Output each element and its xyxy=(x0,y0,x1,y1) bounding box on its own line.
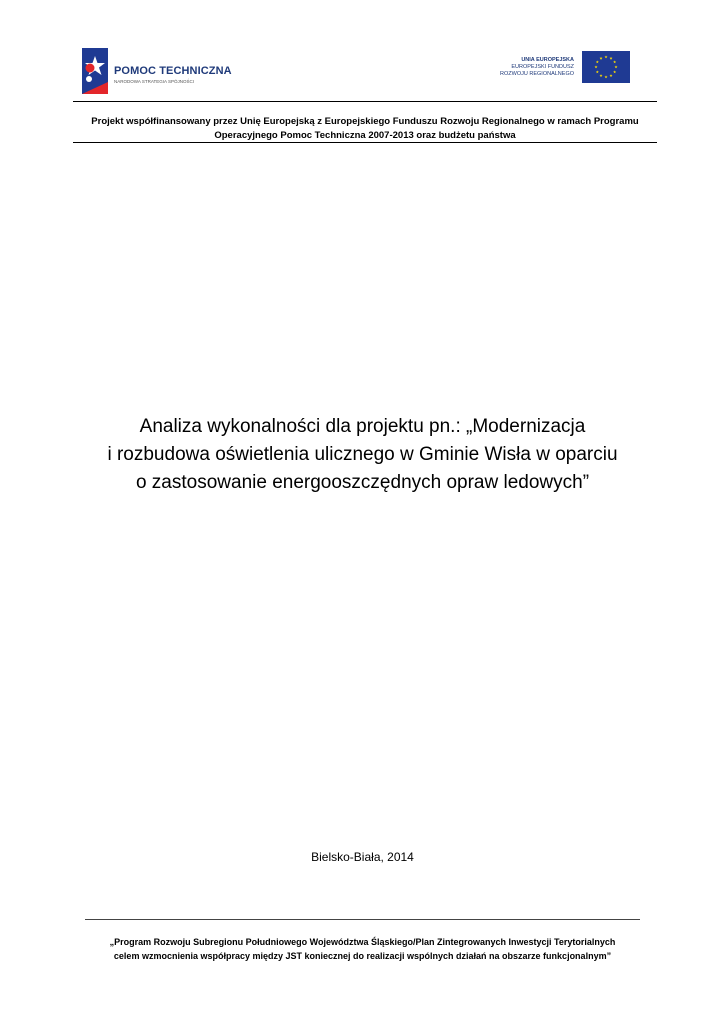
pomoc-techniczna-logo xyxy=(80,46,250,96)
eu-logo-line3: ROZWOJU REGIONALNEGO xyxy=(500,71,574,77)
program-footer xyxy=(60,935,665,963)
header-rule-bottom xyxy=(73,142,657,143)
footer-line1: „Program Rozwoju Subregionu Południowego Województwa Śląskiego/Plan Zintegrowanych Inwestycji Terytorialnych xyxy=(109,937,616,947)
footer-rule xyxy=(85,919,640,920)
national-cohesion-strategy-logo-icon xyxy=(80,46,110,96)
eu-logo-line1: UNIA EUROPEJSKA xyxy=(521,57,574,63)
eu-logo-text xyxy=(500,57,574,78)
document-title-line2: i rozbudowa oświetlenia ulicznego w Gminie Wisła w oparciu xyxy=(107,444,618,465)
document-title-line1: Analiza wykonalności dla projektu pn.: „Modernizacja xyxy=(139,416,586,437)
logo-left-subtitle: NARODOWA STRATEGIA SPÓJNOŚCI xyxy=(114,79,195,84)
eu-logo xyxy=(470,51,630,83)
place-and-date: Bielsko-Biała, 2014 xyxy=(311,850,414,864)
header-rule-top xyxy=(73,101,657,102)
logo-left-title: POMOC TECHNICZNA xyxy=(114,65,232,77)
cofinancing-line2: Operacyjnego Pomoc Techniczna 2007-2013 oraz budżetu państwa xyxy=(214,130,516,141)
eu-logo-line2: EUROPEJSKI FUNDUSZ xyxy=(511,64,574,70)
document-title xyxy=(60,413,665,497)
cofinancing-line1: Projekt współfinansowany przez Unię Europejską z Europejskiego Funduszu Rozwoju Regionalnego w ramach Programu xyxy=(91,116,639,127)
eu-flag-icon xyxy=(582,51,630,83)
cofinancing-statement xyxy=(73,115,657,143)
document-title-line3: o zastosowanie energooszczędnych opraw ledowych” xyxy=(135,472,590,493)
footer-line2: celem wzmocnienia współpracy między JST koniecznej do realizacji wspólnych działań na obszarze funkcjonalnym” xyxy=(113,951,612,961)
